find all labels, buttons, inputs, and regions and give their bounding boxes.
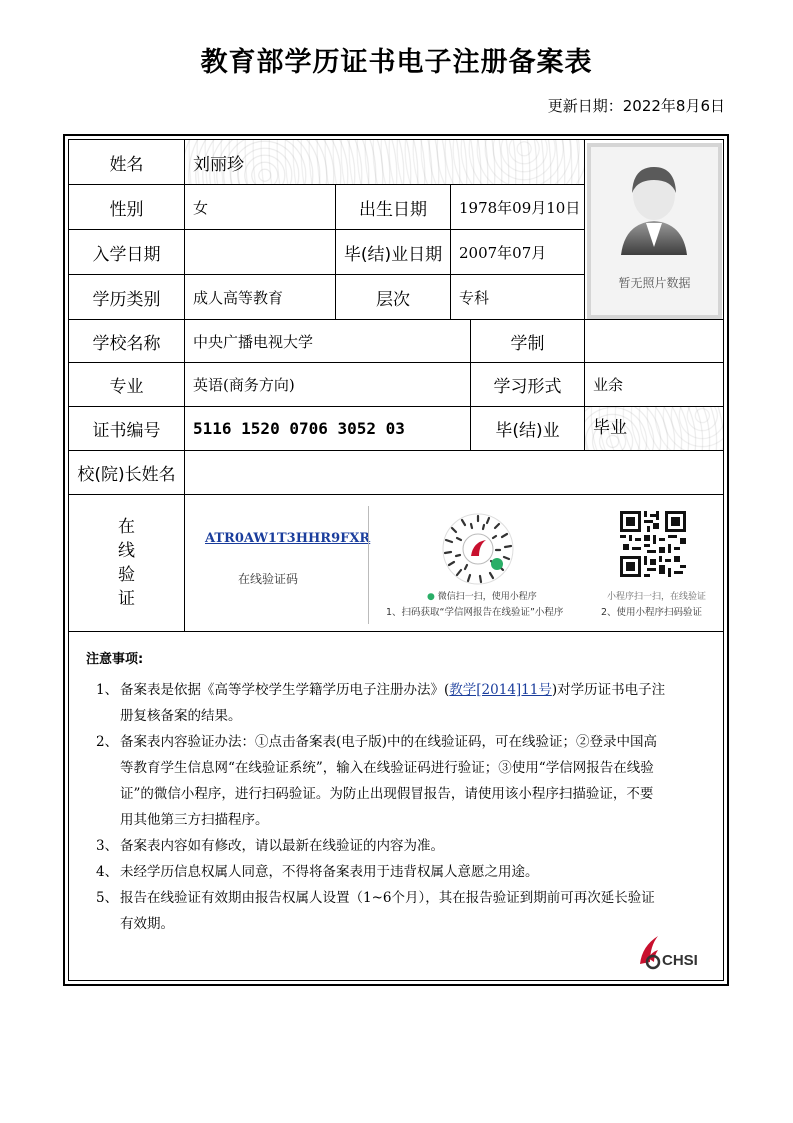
note-number: 1、 (96, 682, 119, 698)
verify-label-char: 验 (118, 565, 135, 585)
note-text: 备案表是依据《高等学校学生学籍学历电子注册办法》( (120, 682, 450, 698)
verify-step2: 2、使用小程序扫码验证 (601, 607, 703, 618)
note-number: 3、 (96, 838, 119, 854)
note-number: 5、 (96, 890, 119, 906)
wechat-hint-text: 微信扫一扫，使用小程序 (437, 592, 537, 602)
notes-section (86, 648, 666, 937)
study-mode-value: 业余 (585, 363, 724, 407)
note-item (86, 859, 666, 885)
grad-status-value: 毕业 (585, 407, 724, 451)
wechat-icon: ● (427, 592, 435, 602)
verify-code-caption: 在线验证码 (238, 572, 299, 586)
birth-date-value: 1978年09月10日 (451, 185, 585, 230)
study-mode-label: 学习形式 (471, 363, 585, 407)
education-type-value: 成人高等教育 (185, 275, 336, 320)
education-type-label: 学历类别 (69, 275, 185, 320)
wechat-hint (427, 589, 537, 602)
note-number: 2、 (96, 734, 119, 750)
grad-status-label: 毕(结)业 (471, 407, 585, 451)
user-avatar-icon (591, 147, 718, 267)
page-title: 教育部学历证书电子注册备案表 (200, 47, 593, 78)
note-item (86, 729, 666, 833)
mini-hint: 小程序扫一扫，在线验证 (607, 592, 707, 602)
note-item (86, 833, 666, 859)
chsi-logo (636, 932, 702, 976)
verify-label-char: 证 (118, 589, 135, 609)
president-label: 校(院)长姓名 (69, 451, 185, 495)
note-item (86, 885, 666, 937)
birth-date-label: 出生日期 (336, 185, 451, 230)
verify-code-link[interactable]: ATR0AW1T3HHR9FXR (205, 531, 371, 546)
update-date: 更新日期：2022年8月6日 (547, 97, 725, 115)
duration-value (585, 320, 724, 363)
note-text: 报告在线验证有效期由报告权属人设置（1~6个月），其在报告验证到期前可再次延长验证有效期。 (120, 890, 655, 932)
graduation-date-label: 毕(结)业日期 (336, 230, 451, 275)
graduation-date-value: 2007年07月 (451, 230, 585, 275)
president-value (185, 451, 724, 495)
note-number: 4、 (96, 864, 119, 880)
notes-title: 注意事项: (86, 652, 144, 667)
verify-label-char: 在 (118, 517, 135, 537)
note-text: 备案表内容验证办法：①点击备案表(电子版)中的在线验证码，可在线验证；②登录中国高等教育学生信息网“在线验证系统”，输入在线验证码进行验证；③使用“学信网报告在线验证”的微信小程序，进行扫码验证。为防止出现假冒报告，请使用该小程序扫描验证，不要用其他第三方扫描程序。 (120, 734, 658, 828)
photo-placeholder (587, 143, 722, 319)
level-label: 层次 (336, 275, 451, 320)
cert-no-value: 5116 1520 0706 3052 03 (185, 407, 471, 451)
verify-step1: 1、扫码获取“学信网报告在线验证”小程序 (386, 607, 564, 618)
level-value: 专科 (451, 275, 585, 320)
gender-value: 女 (185, 185, 336, 230)
enroll-date-value (185, 230, 336, 275)
note-text: 备案表内容如有修改，请以最新在线验证的内容为准。 (120, 838, 444, 854)
photo-placeholder-text: 暂无照片数据 (618, 276, 691, 290)
duration-label: 学制 (471, 320, 585, 363)
enroll-date-label: 入学日期 (69, 230, 185, 275)
verify-divider (368, 506, 369, 624)
note-text: )对学历证书电子注册复核备案的结果。 (120, 682, 666, 724)
name-label: 姓名 (69, 140, 185, 185)
name-value: 刘丽珍 (185, 140, 585, 185)
school-value: 中央广播电视大学 (185, 320, 471, 363)
verify-label (69, 495, 185, 632)
chsi-logo-text: CHSI (662, 952, 698, 969)
school-label: 学校名称 (69, 320, 185, 363)
major-label: 专业 (69, 363, 185, 407)
cert-no-label: 证书编号 (69, 407, 185, 451)
qr-code-icon[interactable] (620, 511, 686, 577)
note-item (86, 677, 666, 729)
gender-label: 性别 (69, 185, 185, 230)
mini-program-code-icon[interactable] (441, 512, 515, 586)
major-value: 英语(商务方向) (185, 363, 471, 407)
note-text: 未经学历信息权属人同意，不得将备案表用于违背权属人意愿之用途。 (120, 864, 539, 880)
regulation-link[interactable]: 教学[2014]11号 (449, 682, 552, 698)
verify-label-char: 线 (118, 541, 135, 561)
